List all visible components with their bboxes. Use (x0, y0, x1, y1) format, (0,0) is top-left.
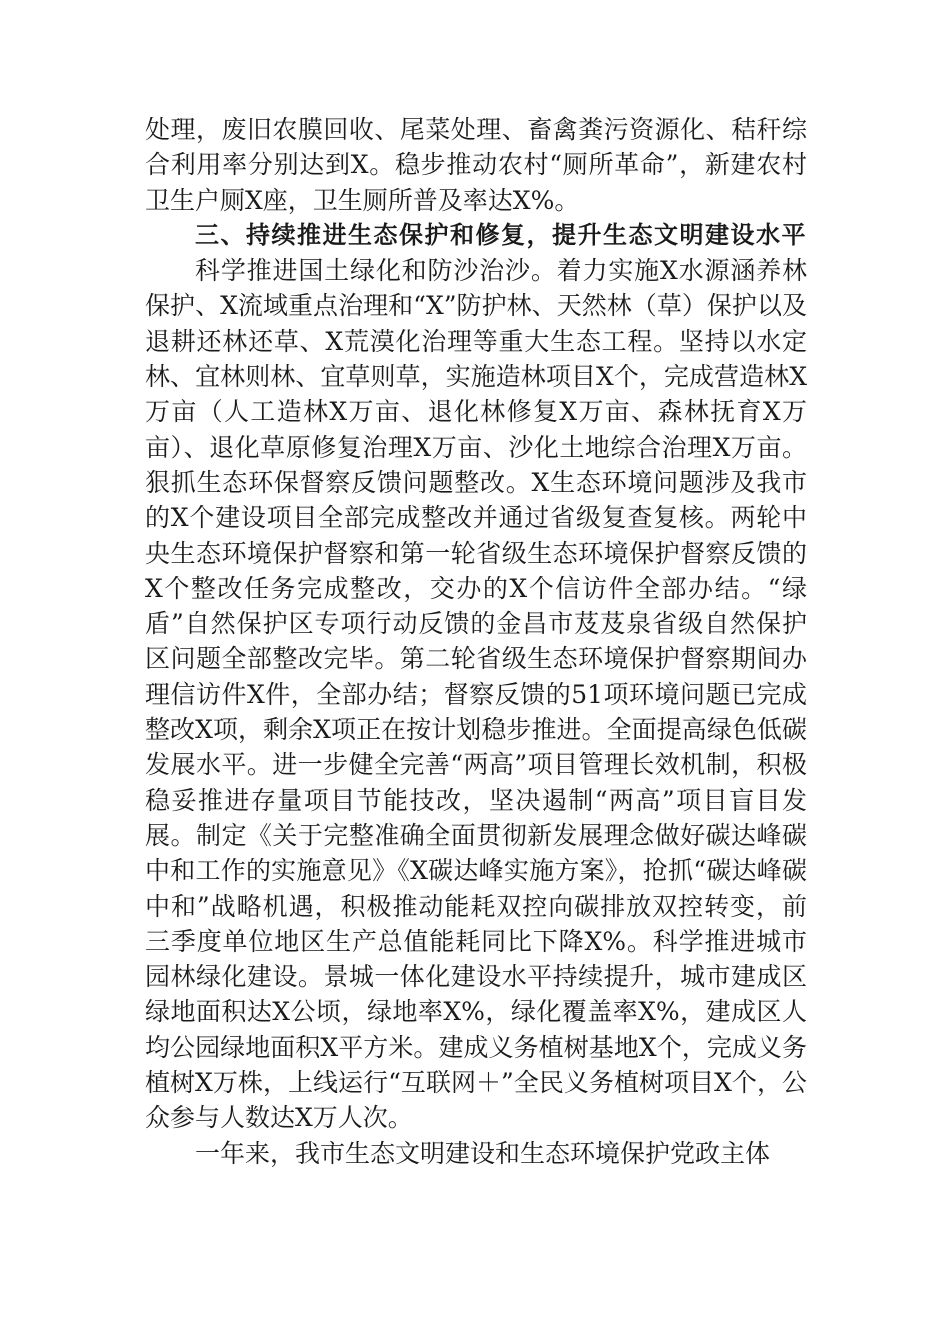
paragraph-ecology: 科学推进国土绿化和防沙治沙。着力实施X水源涵养林保护、X流域重点治理和“X”防护林、天然林（草）保护以及退耕还林还草、X荒漠化治理等重大生态工程。坚持以水定林、宜林则林、宜草则草，实施造林项目X个，完成营造林X万亩（人工造林X万亩、退化林修复X万亩、森林抚育X万亩）、退化草原修复治理X万亩、沙化土地综合治理X万亩。狠抓生态环保督察反馈问题整改。X生态环境问题涉及我市的X个建设项目全部完成整改并通过省级复查复核。两轮中央生态环境保护督察和第一轮省级生态环境保护督察反馈的X个整改任务完成整改，交办的X个信访件全部办结。“绿盾”自然保护区专项行动反馈的金昌市芨芨泉省级自然保护区问题全部整改完毕。第二轮省级生态环境保护督察期间办理信访件X件，全部办结；督察反馈的51项环境问题已完成整改X项，剩余X项正在按计划稳步推进。全面提高绿色低碳发展水平。进一步健全完善“两高”项目管理长效机制，积极稳妥推进存量项目节能技改，坚决遏制“两高”项目盲目发展。制定《关于完整准确全面贯彻新发展理念做好碳达峰碳中和工作的实施意见》《X碳达峰实施方案》，抢抓“碳达峰碳中和”战略机遇，积极推动能耗双控向碳排放双控转变，前三季度单位地区生产总值能耗同比下降X%。科学推进城市园林绿化建设。景城一体化建设水平持续提升，城市建成区绿地面积达X公顷，绿地率X%，绿化覆盖率X%，建成区人均公园绿地面积X平方米。建成义务植树基地X个，完成义务植树X万株，上线运行“互联网＋”全民义务植树项目X个，公众参与人数达X万人次。 (145, 256, 807, 1133)
paragraph-continuation: 处理，废旧农膜回收、尾菜处理、畜禽粪污资源化、秸秆综合利用率分别达到X。稳步推动农村“厕所革命”，新建农村卫生户厕X座，卫生厕所普及率达X%。 (145, 115, 807, 215)
document-body (145, 112, 807, 1171)
section-heading: 三、持续推进生态保护和修复，提升生态文明建设水平 (195, 220, 807, 249)
paragraph-summary: 一年来，我市生态文明建设和生态环境保护党政主体 (195, 1138, 771, 1168)
